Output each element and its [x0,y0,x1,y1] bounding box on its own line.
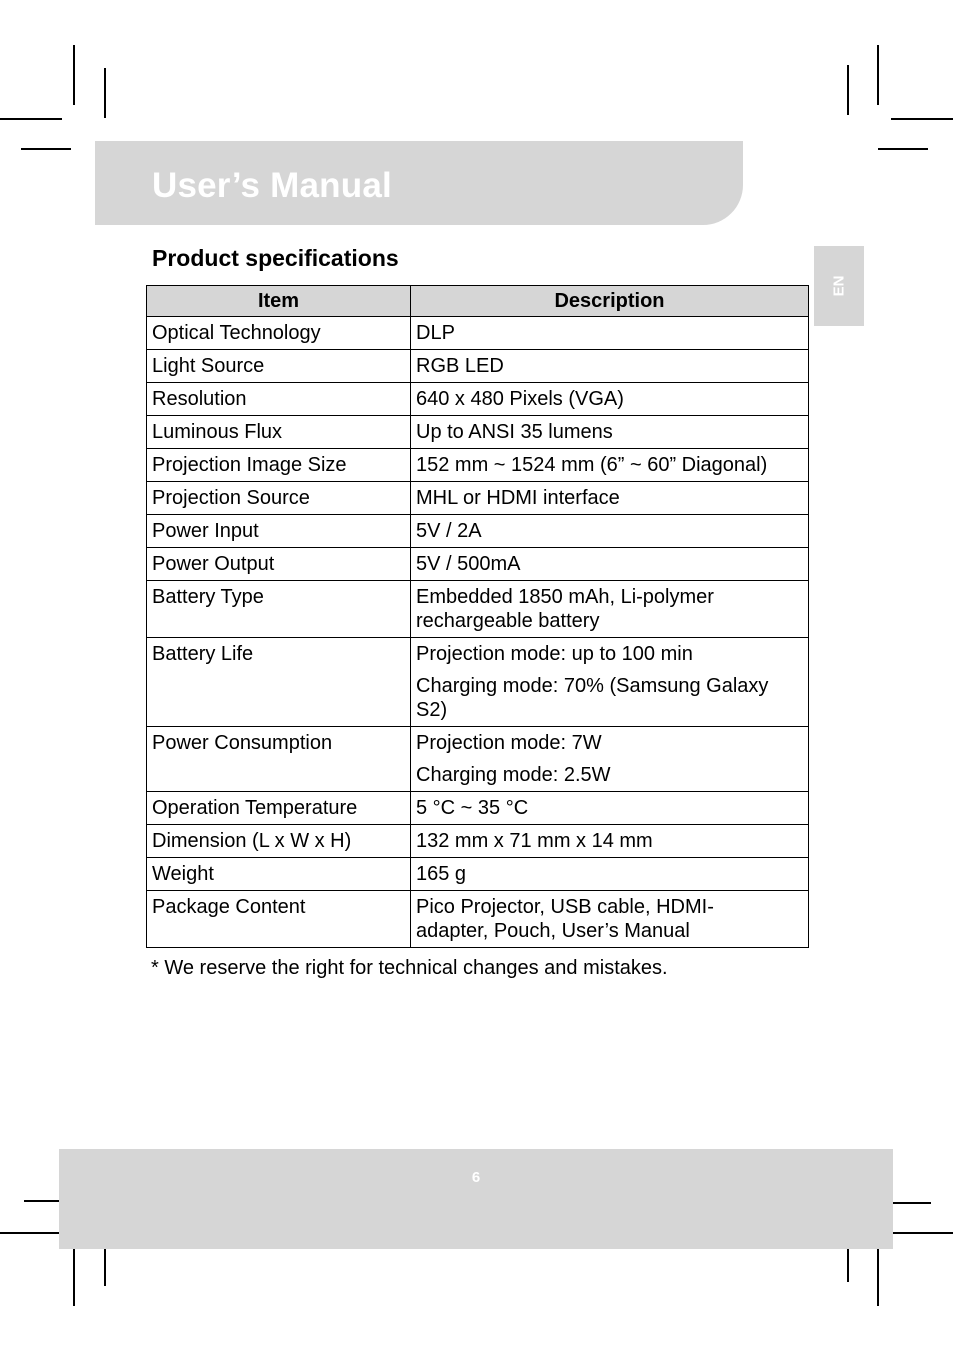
column-header-description: Description [411,286,809,317]
spec-item: Weight [147,858,411,891]
table-row [147,482,809,515]
spec-description [411,548,809,581]
crop-mark [73,1246,75,1306]
language-tab [814,246,864,326]
spec-description [411,581,809,638]
page-number: 6 [471,1169,481,1186]
crop-mark [847,65,849,115]
table-row [147,792,809,825]
table-row [147,350,809,383]
spec-description [411,792,809,825]
table-row [147,891,809,948]
spec-description [411,638,809,727]
spec-item: Power Output [147,548,411,581]
table-row [147,825,809,858]
crop-mark [877,1246,879,1306]
spec-item: Light Source [147,350,411,383]
spec-description-line: Embedded 1850 mAh, Li-polymer rechargeable battery [416,586,714,632]
table-row [147,383,809,416]
table-header-row [147,286,809,317]
table-row [147,638,809,727]
column-header-item: Item [147,286,411,317]
spec-description [411,858,809,891]
spec-item: Resolution [147,383,411,416]
spec-item: Battery Life [147,638,411,727]
spec-description [411,317,809,350]
spec-description-line: DLP [416,322,455,344]
spec-item: Optical Technology [147,317,411,350]
spec-item: Power Consumption [147,727,411,792]
spec-table [146,285,809,948]
spec-description [411,515,809,548]
spec-description [411,727,809,792]
spec-description-line: Projection mode: up to 100 min [416,643,693,665]
table-row [147,548,809,581]
section-title: Product specifications [152,245,399,271]
spec-description [411,891,809,948]
table-row [147,727,809,792]
spec-description-line: RGB LED [416,355,504,377]
spec-item: Luminous Flux [147,416,411,449]
spec-description-line: 5V / 2A [416,520,482,542]
crop-mark [878,148,928,150]
spec-item: Dimension (L x W x H) [147,825,411,858]
spec-description [411,825,809,858]
table-row [147,317,809,350]
spec-item: Power Input [147,515,411,548]
crop-mark [21,148,71,150]
footer-band [59,1149,893,1249]
spec-description [411,383,809,416]
spec-description-line: Projection mode: 7W [416,732,602,754]
spec-description-line: Charging mode: 2.5W [416,764,611,786]
crop-mark [104,68,106,118]
spec-description-line: Charging mode: 70% (Samsung Galaxy S2) [416,675,769,721]
spec-description [411,416,809,449]
table-row [147,416,809,449]
spec-item: Operation Temperature [147,792,411,825]
spec-description-line: MHL or HDMI interface [416,487,620,509]
spec-description-line: Pico Projector, USB cable, HDMI-adapter, Pouch, User’s Manual [416,896,714,942]
spec-item: Battery Type [147,581,411,638]
table-row [147,581,809,638]
spec-description-line: 152 mm ~ 1524 mm (6” ~ 60” Diagonal) [416,454,768,476]
footnote: * We reserve the right for technical changes and mistakes. [151,957,668,979]
spec-description [411,482,809,515]
spec-description-line: 5V / 500mA [416,553,521,575]
table-row [147,515,809,548]
spec-description-line: 132 mm x 71 mm x 14 mm [416,830,653,852]
spec-item: Projection Image Size [147,449,411,482]
spec-description [411,449,809,482]
spec-description-line: Up to ANSI 35 lumens [416,421,613,443]
spec-description-line: 640 x 480 Pixels (VGA) [416,388,624,410]
spec-description [411,350,809,383]
spec-description-line: 165 g [416,863,467,885]
spec-description-line: 5 °C ~ 35 °C [416,797,529,819]
spec-item: Package Content [147,891,411,948]
manual-title: User’s Manual [152,166,392,205]
table-row [147,858,809,891]
language-tab-label: EN [830,275,848,297]
crop-mark [877,45,879,105]
crop-mark [73,45,75,105]
crop-mark [0,1232,62,1234]
crop-mark [0,118,62,120]
table-row [147,449,809,482]
spec-item: Projection Source [147,482,411,515]
crop-mark [891,1232,953,1234]
crop-mark [891,118,953,120]
